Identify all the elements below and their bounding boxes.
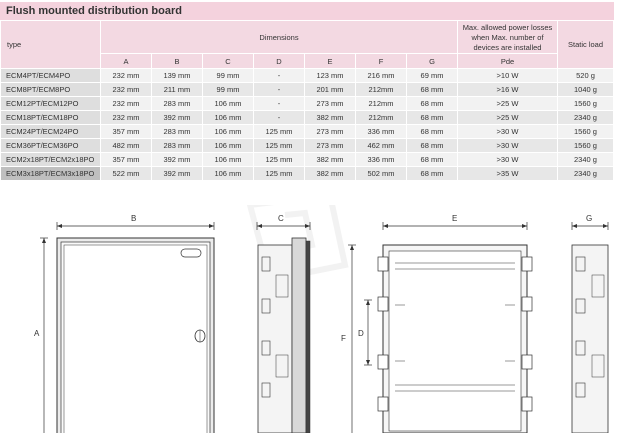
cell-g: 68 mm bbox=[407, 125, 458, 139]
table-row bbox=[1, 97, 614, 111]
cell-d: - bbox=[254, 69, 305, 83]
dim-label-b: B bbox=[131, 214, 137, 223]
cell-c: 106 mm bbox=[203, 153, 254, 167]
table-row bbox=[1, 69, 614, 83]
header-pde: Pde bbox=[458, 54, 558, 69]
cell-d: - bbox=[254, 83, 305, 97]
cell-f: 212mm bbox=[356, 83, 407, 97]
cell-a: 522 mm bbox=[101, 167, 152, 181]
cell-f: 462 mm bbox=[356, 139, 407, 153]
dim-label-g: G bbox=[586, 214, 593, 223]
cell-b: 392 mm bbox=[152, 167, 203, 181]
cell-g: 69 mm bbox=[407, 69, 458, 83]
cell-a: 232 mm bbox=[101, 111, 152, 125]
cell-e: 273 mm bbox=[305, 139, 356, 153]
page-title: Flush mounted distribution board bbox=[6, 5, 182, 17]
cell-c: 99 mm bbox=[203, 69, 254, 83]
cell-b: 283 mm bbox=[152, 125, 203, 139]
cell-g: 68 mm bbox=[407, 167, 458, 181]
cell-e: 382 mm bbox=[305, 111, 356, 125]
cell-f: 212mm bbox=[356, 97, 407, 111]
cell-f: 212mm bbox=[356, 111, 407, 125]
cell-b: 211 mm bbox=[152, 83, 203, 97]
cell-a: 232 mm bbox=[101, 97, 152, 111]
cell-c: 106 mm bbox=[203, 97, 254, 111]
table-row bbox=[1, 125, 614, 139]
front-view bbox=[40, 222, 214, 433]
cell-e: 201 mm bbox=[305, 83, 356, 97]
cell-pde: >30 W bbox=[458, 139, 558, 153]
cell-b: 283 mm bbox=[152, 139, 203, 153]
cell-b: 392 mm bbox=[152, 111, 203, 125]
header-col-c: C bbox=[203, 54, 254, 69]
header-type: type bbox=[1, 21, 101, 69]
dim-label-f: F bbox=[341, 334, 346, 343]
cell-f: 216 mm bbox=[356, 69, 407, 83]
cell-b: 139 mm bbox=[152, 69, 203, 83]
cell-pde: >30 W bbox=[458, 125, 558, 139]
cell-d: - bbox=[254, 97, 305, 111]
cell-type: ECM2x18PT/ECM2x18PO bbox=[1, 153, 101, 167]
cell-e: 382 mm bbox=[305, 167, 356, 181]
cell-b: 392 mm bbox=[152, 153, 203, 167]
cell-g: 68 mm bbox=[407, 97, 458, 111]
cell-pde: >25 W bbox=[458, 111, 558, 125]
cell-g: 68 mm bbox=[407, 153, 458, 167]
cell-f: 336 mm bbox=[356, 125, 407, 139]
cell-f: 336 mm bbox=[356, 153, 407, 167]
cell-a: 357 mm bbox=[101, 125, 152, 139]
table-row bbox=[1, 83, 614, 97]
header-col-b: B bbox=[152, 54, 203, 69]
cell-g: 68 mm bbox=[407, 83, 458, 97]
header-col-d: D bbox=[254, 54, 305, 69]
cell-b: 283 mm bbox=[152, 97, 203, 111]
cell-d: 125 mm bbox=[254, 167, 305, 181]
cell-d: 125 mm bbox=[254, 153, 305, 167]
cell-load: 520 g bbox=[558, 69, 614, 83]
header-static-load: Static load bbox=[558, 21, 614, 69]
cell-e: 382 mm bbox=[305, 153, 356, 167]
cell-d: 125 mm bbox=[254, 139, 305, 153]
dim-label-d: D bbox=[358, 329, 364, 338]
cell-c: 106 mm bbox=[203, 139, 254, 153]
cell-c: 106 mm bbox=[203, 167, 254, 181]
header-dimensions: Dimensions bbox=[101, 21, 458, 54]
table-row bbox=[1, 153, 614, 167]
table-row bbox=[1, 139, 614, 153]
cell-a: 232 mm bbox=[101, 69, 152, 83]
cell-e: 273 mm bbox=[305, 125, 356, 139]
cell-pde: >10 W bbox=[458, 69, 558, 83]
cell-f: 502 mm bbox=[356, 167, 407, 181]
cell-c: 106 mm bbox=[203, 111, 254, 125]
cell-type: ECM8PT/ECM8PO bbox=[1, 83, 101, 97]
dim-label-e: E bbox=[452, 214, 458, 223]
cell-type: ECM3x18PT/ECM3x18PO bbox=[1, 167, 101, 181]
side-view-g bbox=[572, 222, 608, 433]
header-col-g: G bbox=[407, 54, 458, 69]
cell-load: 1560 g bbox=[558, 97, 614, 111]
rear-view bbox=[348, 222, 532, 433]
cell-type: ECM4PT/ECM4PO bbox=[1, 69, 101, 83]
dim-label-a: A bbox=[34, 329, 40, 338]
cell-a: 357 mm bbox=[101, 153, 152, 167]
title-band bbox=[0, 2, 614, 20]
cell-a: 482 mm bbox=[101, 139, 152, 153]
cell-pde: >30 W bbox=[458, 153, 558, 167]
cell-pde: >35 W bbox=[458, 167, 558, 181]
cell-load: 2340 g bbox=[558, 111, 614, 125]
cell-pde: >16 W bbox=[458, 83, 558, 97]
header-col-f: F bbox=[356, 54, 407, 69]
cell-g: 68 mm bbox=[407, 139, 458, 153]
cell-type: ECM36PT/ECM36PO bbox=[1, 139, 101, 153]
header-col-e: E bbox=[305, 54, 356, 69]
cell-load: 2340 g bbox=[558, 167, 614, 181]
cell-pde: >25 W bbox=[458, 97, 558, 111]
cell-c: 99 mm bbox=[203, 83, 254, 97]
cell-e: 123 mm bbox=[305, 69, 356, 83]
cell-load: 2340 g bbox=[558, 153, 614, 167]
cell-type: ECM18PT/ECM18PO bbox=[1, 111, 101, 125]
spec-table bbox=[0, 20, 614, 181]
dim-label-c: C bbox=[278, 214, 284, 223]
cell-d: 125 mm bbox=[254, 125, 305, 139]
table-row-selected bbox=[1, 167, 614, 181]
cell-g: 68 mm bbox=[407, 111, 458, 125]
header-col-a: A bbox=[101, 54, 152, 69]
cell-type: ECM12PT/ECM12PO bbox=[1, 97, 101, 111]
side-view-c bbox=[257, 222, 310, 433]
header-power-losses: Max. allowed power losses when Max. number of devices are installed bbox=[458, 21, 558, 54]
cell-type: ECM24PT/ECM24PO bbox=[1, 125, 101, 139]
technical-drawing bbox=[0, 205, 618, 433]
cell-d: - bbox=[254, 111, 305, 125]
table-row bbox=[1, 111, 614, 125]
cell-a: 232 mm bbox=[101, 83, 152, 97]
cell-load: 1560 g bbox=[558, 139, 614, 153]
cell-load: 1040 g bbox=[558, 83, 614, 97]
cell-e: 273 mm bbox=[305, 97, 356, 111]
cell-load: 1560 g bbox=[558, 125, 614, 139]
cell-c: 106 mm bbox=[203, 125, 254, 139]
